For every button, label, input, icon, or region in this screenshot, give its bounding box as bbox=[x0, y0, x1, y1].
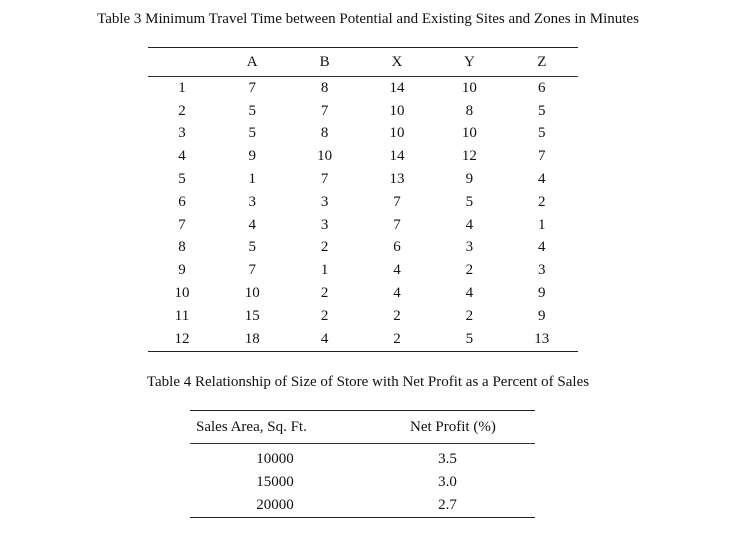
table-row bbox=[148, 145, 578, 168]
table-cell: 7 bbox=[393, 216, 401, 233]
sales-area-cell: 10000 bbox=[256, 451, 294, 467]
table3-body bbox=[148, 77, 578, 352]
net-profit-cell: 3.5 bbox=[438, 451, 457, 467]
table-cell: 10 bbox=[389, 102, 405, 119]
table-cell: 1 bbox=[248, 171, 256, 188]
table-row bbox=[190, 444, 535, 472]
table-row bbox=[148, 328, 578, 351]
row-label: 11 bbox=[174, 307, 190, 324]
table-row bbox=[148, 282, 578, 305]
table-cell: 6 bbox=[538, 79, 546, 96]
table3-header-cell: Y bbox=[433, 48, 505, 77]
row-label: 10 bbox=[174, 285, 190, 302]
table-cell: 9 bbox=[538, 307, 546, 324]
table3-header-cell: X bbox=[361, 48, 433, 77]
table-cell: 2 bbox=[320, 285, 329, 302]
table-cell: 18 bbox=[244, 330, 260, 347]
table-cell: 7 bbox=[393, 193, 401, 210]
table-cell: 3 bbox=[538, 262, 546, 279]
table-cell: 2 bbox=[538, 193, 546, 210]
table-cell: 14 bbox=[389, 79, 405, 96]
table-cell: 3 bbox=[320, 216, 329, 233]
table-cell: 2 bbox=[320, 307, 329, 324]
table4-header-row bbox=[190, 411, 535, 444]
table-cell: 9 bbox=[465, 171, 474, 188]
table-cell: 7 bbox=[320, 171, 329, 188]
table-cell: 12 bbox=[461, 148, 477, 165]
sales-area-cell: 15000 bbox=[256, 474, 294, 490]
table-cell: 13 bbox=[534, 330, 550, 347]
table-row bbox=[190, 471, 535, 494]
table-cell: 5 bbox=[248, 239, 256, 256]
table-cell: 9 bbox=[538, 285, 546, 302]
table-cell: 4 bbox=[465, 285, 474, 302]
table-cell: 6 bbox=[393, 239, 401, 256]
table-cell: 1 bbox=[320, 262, 329, 279]
table-cell: 10 bbox=[317, 148, 333, 165]
table-cell: 2 bbox=[320, 239, 329, 256]
table-row bbox=[148, 191, 578, 214]
table-cell: 3 bbox=[320, 193, 329, 210]
row-label: 4 bbox=[178, 148, 186, 165]
row-label: 6 bbox=[178, 193, 186, 210]
table3-header-cell: B bbox=[288, 48, 360, 77]
table-row bbox=[148, 305, 578, 328]
row-label: 2 bbox=[178, 102, 186, 119]
table-cell: 10 bbox=[461, 125, 477, 142]
row-label: 9 bbox=[178, 262, 186, 279]
table4-header-net-profit: Net Profit (%) bbox=[360, 411, 535, 444]
row-label: 7 bbox=[178, 216, 186, 233]
table-row bbox=[148, 259, 578, 282]
table-cell: 7 bbox=[248, 79, 256, 96]
table-cell: 5 bbox=[248, 125, 256, 142]
table3-header-cell: Z bbox=[506, 48, 578, 77]
table-cell: 2 bbox=[393, 307, 401, 324]
table3-header-row bbox=[148, 48, 578, 77]
net-profit-cell: 3.0 bbox=[438, 474, 457, 490]
table-cell: 3 bbox=[248, 193, 256, 210]
table-row bbox=[148, 123, 578, 146]
table-cell: 7 bbox=[320, 102, 329, 119]
store-size-profit-table bbox=[190, 410, 535, 518]
table3-caption: Table 3 Minimum Travel Time between Potential and Existing Sites and Zones in Minutes bbox=[97, 11, 639, 27]
table3-header-cell bbox=[148, 48, 216, 77]
table-cell: 10 bbox=[389, 125, 405, 142]
table4-caption: Table 4 Relationship of Size of Store with Net Profit as a Percent of Sales bbox=[146, 374, 590, 390]
table-cell: 15 bbox=[244, 307, 260, 324]
table-cell: 1 bbox=[538, 216, 546, 233]
table-cell: 10 bbox=[461, 79, 477, 96]
table-cell: 10 bbox=[244, 285, 260, 302]
table-cell: 2 bbox=[465, 262, 474, 279]
table-cell: 4 bbox=[538, 239, 546, 256]
table-row bbox=[148, 237, 578, 260]
table-cell: 5 bbox=[465, 330, 474, 347]
table-row bbox=[148, 100, 578, 123]
table-cell: 4 bbox=[465, 216, 474, 233]
table-cell: 9 bbox=[248, 148, 256, 165]
sales-area-cell: 20000 bbox=[256, 497, 294, 513]
row-label: 5 bbox=[178, 171, 186, 188]
table-cell: 8 bbox=[320, 79, 329, 96]
travel-time-table bbox=[148, 47, 578, 352]
table-row bbox=[148, 168, 578, 191]
table-cell: 13 bbox=[389, 171, 405, 188]
table-cell: 5 bbox=[248, 102, 256, 119]
row-label: 3 bbox=[178, 125, 186, 142]
table-cell: 8 bbox=[465, 102, 474, 119]
table4-body bbox=[190, 444, 535, 518]
table-cell: 4 bbox=[393, 285, 401, 302]
table-cell: 8 bbox=[320, 125, 329, 142]
table-cell: 4 bbox=[538, 171, 546, 188]
table3-header-cell: A bbox=[216, 48, 288, 77]
table-cell: 2 bbox=[393, 330, 401, 347]
table-row bbox=[148, 77, 578, 100]
table-cell: 4 bbox=[320, 330, 329, 347]
net-profit-cell: 2.7 bbox=[438, 497, 457, 513]
table-cell: 7 bbox=[248, 262, 256, 279]
table-cell: 5 bbox=[538, 102, 546, 119]
table-cell: 5 bbox=[465, 193, 474, 210]
table-cell: 4 bbox=[393, 262, 401, 279]
row-label: 8 bbox=[178, 239, 186, 256]
table-cell: 5 bbox=[538, 125, 546, 142]
table-cell: 4 bbox=[248, 216, 256, 233]
table-row bbox=[148, 214, 578, 237]
table-row bbox=[190, 494, 535, 518]
table4-header-sales-area: Sales Area, Sq. Ft. bbox=[190, 411, 360, 444]
row-label: 12 bbox=[174, 330, 190, 347]
table-cell: 2 bbox=[465, 307, 474, 324]
table-cell: 14 bbox=[389, 148, 405, 165]
table-cell: 3 bbox=[465, 239, 474, 256]
row-label: 1 bbox=[178, 79, 186, 96]
table-cell: 7 bbox=[538, 148, 546, 165]
